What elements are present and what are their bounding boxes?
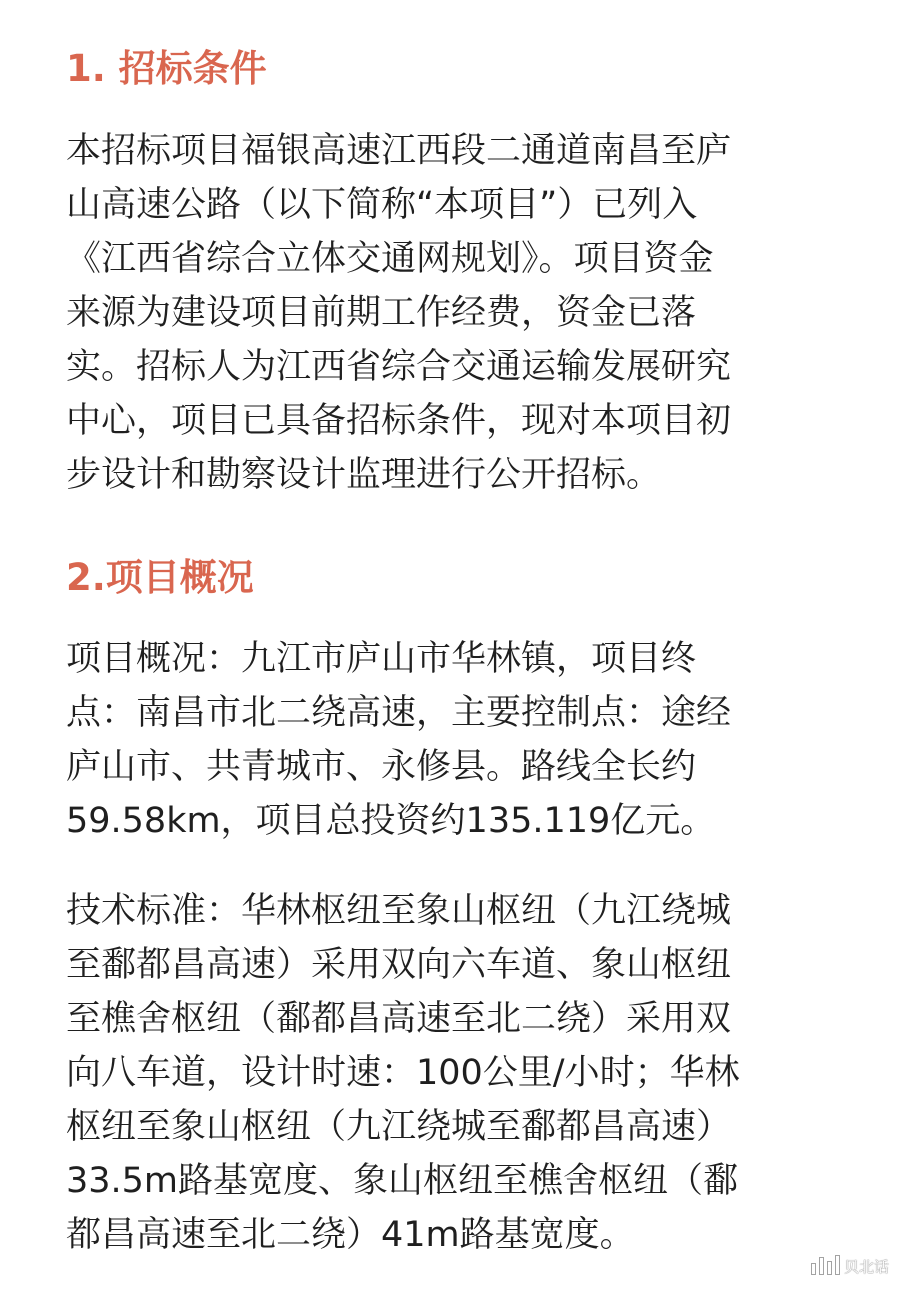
section-2-heading: 2.项目概况 xyxy=(66,556,254,599)
paragraph-line: 33.5m路基宽度、象山枢纽至樵舍枢纽（鄱 xyxy=(66,1161,739,1201)
paragraph-line: 中心，项目已具备招标条件，现对本项目初 xyxy=(66,401,732,441)
paragraph-line: 都昌高速至北二绕）41m路基宽度。 xyxy=(66,1215,635,1255)
watermark-text: 贝北话 xyxy=(843,1257,889,1276)
paragraph-line: 至樵舍枢纽（鄱都昌高速至北二绕）采用双 xyxy=(66,999,732,1039)
paragraph-line: 来源为建设项目前期工作经费，资金已落 xyxy=(66,293,697,333)
paragraph-line: 山高速公路（以下简称“本项目”）已列入 xyxy=(66,185,698,225)
section-2-technical-standard-paragraph xyxy=(66,884,866,1262)
paragraph-line: 59.58km，项目总投资约135.119亿元。 xyxy=(66,801,716,841)
section-1-heading: 1. 招标条件 xyxy=(66,47,267,90)
paragraph-line: 项目概况：九江市庐山市华林镇，项目终 xyxy=(66,639,697,679)
paragraph-line: 实。招标人为江西省综合交通运输发展研究 xyxy=(66,347,732,387)
paragraph-line: 步设计和勘察设计监理进行公开招标。 xyxy=(66,455,662,495)
section-2-overview-paragraph xyxy=(66,632,866,848)
paragraph-line: 庐山市、共青城市、永修县。路线全长约 xyxy=(66,747,697,787)
paragraph-line: 技术标准：华林枢纽至象山枢纽（九江绕城 xyxy=(66,891,732,931)
paragraph-line: 《江西省综合立体交通网规划》。项目资金 xyxy=(66,239,714,279)
paragraph-line: 本招标项目福银高速江西段二通道南昌至庐 xyxy=(66,131,732,171)
paragraph-line: 至鄱都昌高速）采用双向六车道、象山枢纽 xyxy=(66,945,732,985)
paragraph-line: 点：南昌市北二绕高速，主要控制点：途经 xyxy=(66,693,732,733)
paragraph-line: 枢纽至象山枢纽（九江绕城至鄱都昌高速） xyxy=(66,1107,732,1147)
section-1-paragraph xyxy=(66,124,866,502)
paragraph-line: 向八车道，设计时速：100公里/小时；华林 xyxy=(66,1053,740,1093)
watermark xyxy=(811,1255,889,1277)
bar-logo-icon xyxy=(811,1257,840,1275)
